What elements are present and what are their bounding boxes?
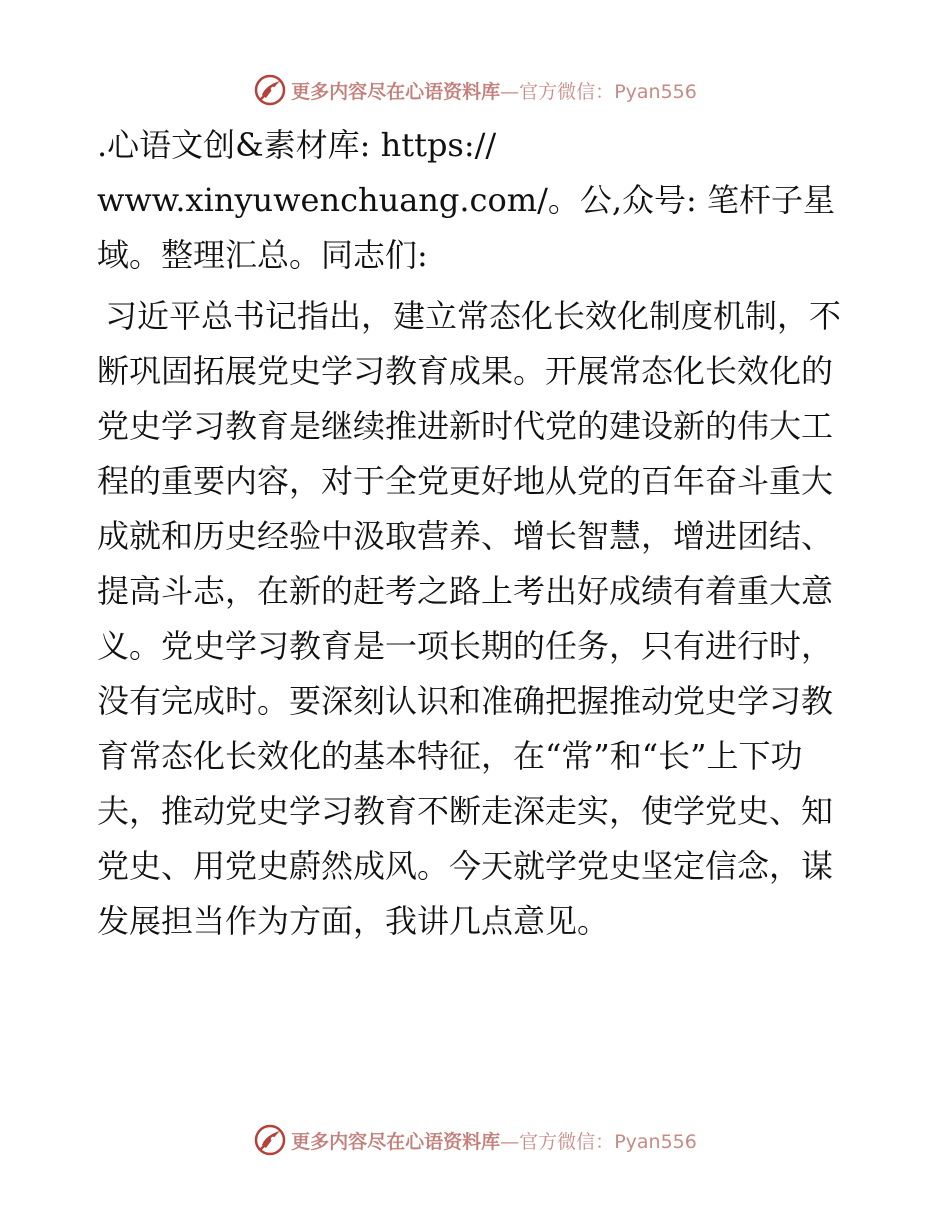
footer-banner-dash: — [500, 1130, 520, 1153]
footer-banner [0, 1120, 950, 1160]
footer-banner-text [291, 1127, 697, 1154]
header-banner-main: 更多内容尽在心语资料库 [291, 80, 501, 103]
header-banner-wechat-label: 官方微信： [519, 80, 615, 103]
main-paragraph: 习近平总书记指出，建立常态化长效化制度机制，不断巩固拓展党史学习教育成果。开展常态化长效化的党史学习教育是继续推进新时代党的建设新的伟大工程的重要内容，对于全党更好地从党的百年奋斗重大成就和历史经验中汲取营养、增长智慧，增进团结、提高斗志，在新的赶考之路上考出好成绩有着重大意义。党史学习教育是一项长期的任务，只有进行时，没有完成时。要深刻认识和准确把握推动党史学习教育常态化长效化的基本特征，在“常”和“长”上下功夫，推动党史学习教育不断走深走实，使学党史、知党史、用党史蔚然成风。今天就学党史坚定信念，谋发展担当作为方面，我讲几点意见。 [97, 297, 842, 940]
intro-line-3: 域。整理汇总。同志们: [97, 236, 428, 274]
brand-logo-icon [253, 1123, 287, 1157]
intro-paragraph [97, 118, 857, 283]
header-banner-text [291, 77, 697, 104]
intro-line-2: www.xinyuwenchuang.com/。公,众号: 笔杆子星 [97, 181, 835, 219]
header-banner-content [253, 73, 697, 107]
footer-banner-wechat-label: 官方微信： [519, 1130, 615, 1153]
brand-logo-icon [253, 73, 287, 107]
intro-line-1: .心语文创&素材库: https:// [97, 126, 497, 164]
header-banner-wechat-id: Pyan556 [614, 80, 697, 103]
header-banner-dash: — [500, 80, 520, 103]
footer-banner-main: 更多内容尽在心语资料库 [291, 1130, 501, 1153]
footer-banner-wechat-id: Pyan556 [614, 1130, 697, 1153]
document-body [97, 118, 857, 949]
footer-banner-content [253, 1123, 697, 1157]
header-banner [0, 70, 950, 110]
